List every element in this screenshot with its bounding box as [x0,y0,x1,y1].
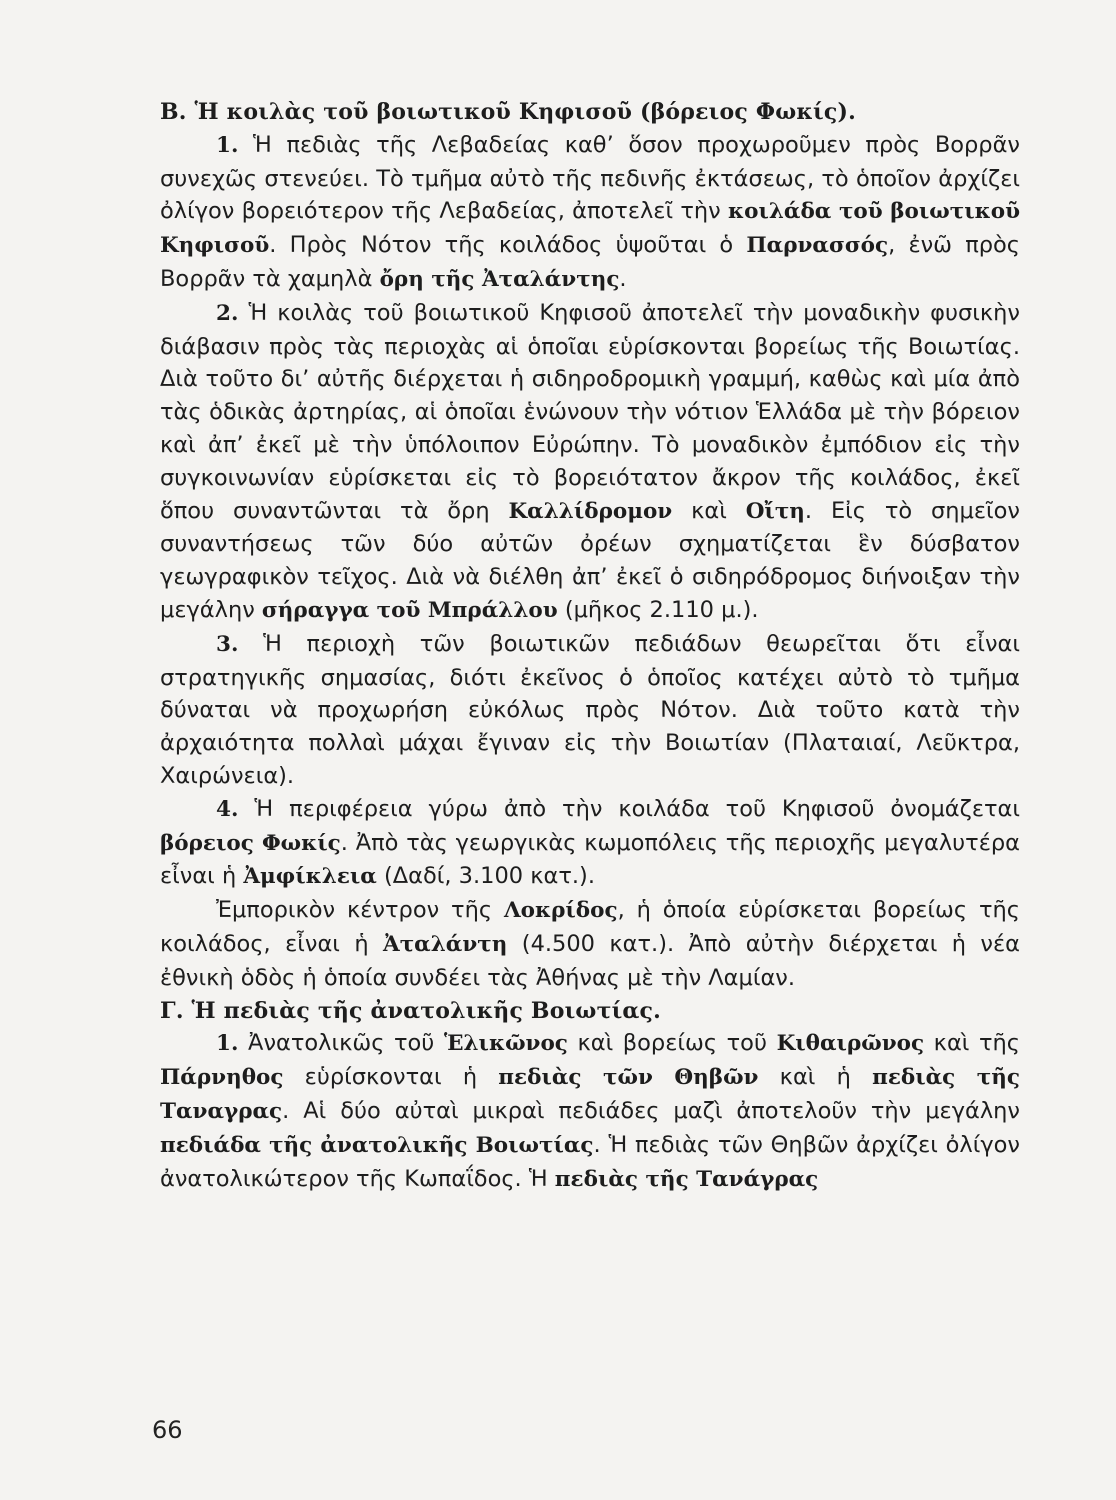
section-heading-c: Γ. Ἡ πεδιὰς τῆς ἀνατολικῆς Βοιωτίας. [160,997,662,1024]
bold-term: πεδιὰς τῶν Θηβῶν [498,1065,759,1091]
paragraph-number: 1. [216,1031,239,1057]
paragraph-number: 1. [216,132,239,158]
section-heading-b: Β. Ἡ κοιλὰς τοῦ βοιωτικοῦ Κηφισοῦ (βόρειος Φωκίς). [160,99,856,125]
paragraph-number: 3. [216,631,239,657]
bold-term: Οἴτη [745,498,805,524]
paragraph-b-3: 3. Ἡ περιοχὴ τῶν βοιωτικῶν πεδιάδων θεωρεῖται ὅτι εἶναι στρατηγικῆς σημασίας, διότι ἐκεῖνος ὁ ὁποῖος κατέχει αὐτὸ τὸ τμῆμα δύναται νὰ προχωρήση εὐκόλως πρὸς Νότον. Διὰ τοῦτο κατὰ τὴν ἀρχαιότητα πολλαὶ μάχαι ἔγιναν εἰς τὴν Βοιωτίαν (Πλαταιαί, Λεῦκτρα, Χαιρώνεια). [160,630,1020,789]
paragraph-b-4: 4. Ἡ περιφέρεια γύρω ἀπὸ τὴν κοιλάδα τοῦ Κηφισοῦ ὀνομάζεται βόρειος Φωκίς. Ἀπὸ τὰς γεωργικὰς κωμοπόλεις τῆς περιοχῆς μεγαλυτέρα εἶναι ἡ Ἀμφίκλεια (Δαδί, 3.100 κατ.). [160,795,1020,890]
bold-term: Παρνασσός [746,233,889,259]
bold-term: ὄρη τῆς Ἀταλάντης [379,266,620,292]
bold-term: Ἑλικῶνος [443,1031,568,1057]
bold-term: πεδιὰς τῆς Ταναγρας [160,1065,1020,1124]
bold-term: βόρειος Φωκίς [160,830,341,856]
bold-term: Κιθαιρῶνος [776,1031,925,1057]
bold-term: πεδιάδα τῆς ἀνατολικῆς Βοιωτίας [160,1132,594,1158]
bold-term: Ἀμφίκλεια [243,864,377,890]
bold-term: Πάρνηθος [160,1065,284,1091]
paragraph-b-1: 1. Ἡ πεδιὰς τῆς Λεβαδείας καθ’ ὅσον προχωροῦμεν πρὸς Βορρᾶν συνεχῶς στενεύει. Τὸ τμῆμα αὐτὸ τῆς πεδινῆς ἐκτάσεως, τὸ ὁποῖον ἀρχίζει ὀλίγον βορειότερον τῆς Λεβαδείας, ἀποτελεῖ τὴν κοιλάδα τοῦ βοιωτικοῦ Κηφισοῦ. Πρὸς Νότον τῆς κοιλάδος ὑψοῦται ὁ Παρνασσός, ἐνῶ πρὸς Βορρᾶν τὰ χαμηλὰ ὄρη τῆς Ἀταλάντης. [160,131,1021,292]
bold-term: Ἀταλάντη [383,931,508,957]
bold-term: Λοκρίδος [503,898,618,924]
bold-term: πεδιὰς τῆς Τανάγρας [554,1166,819,1192]
paragraph-number: 2. [216,300,239,326]
paragraph-number: 4. [216,796,239,822]
bold-term: σήραγγα τοῦ Μπράλλου [261,597,558,623]
paragraph-c-1: 1. Ἀνατολικῶς τοῦ Ἑλικῶνος καὶ βορείως τοῦ Κιθαιρῶνος καὶ τῆς Πάρνηθος εὑρίσκονται ἡ πεδιὰς τῶν Θηβῶν καὶ ἡ πεδιὰς τῆς Ταναγρας. Αἱ δύο αὐταὶ μικραὶ πεδιάδες μαζὶ ἀποτελοῦν τὴν μεγάλην πεδιάδα τῆς ἀνατολικῆς Βοιωτίας. Ἡ πεδιὰς τῶν Θηβῶν ἀρχίζει ὀλίγον ἀνατολικώτερον τῆς Κωπαΐδος. Ἡ πεδιὰς τῆς Τανάγρας [160,1030,1020,1192]
paragraph-b-2: 2. Ἡ κοιλὰς τοῦ βοιωτικοῦ Κηφισοῦ ἀποτελεῖ τὴν μοναδικὴν φυσικὴν διάβασιν πρὸς τὰς περιοχὰς αἱ ὁποῖαι εὑρίσκονται βορείως τῆς Βοιωτίας. Διὰ τοῦτο δι’ αὐτῆς διέρχεται ἡ σιδηροδρομικὴ γραμμή, καθὼς καὶ μία ἀπὸ τὰς ὁδικὰς ἀρτηρίας, αἱ ὁποῖαι ἑνώνουν τὴν νότιον Ἑλλάδα μὲ τὴν βόρειον καὶ ἀπ’ ἐκεῖ μὲ τὴν ὑπόλοιπον Εὐρώπην. Τὸ μοναδικὸν ἐμπόδιον εἰς τὴν συγκοινωνίαν εὑρίσκεται εἰς τὸ βορειότατον ἄκρον τῆς κοιλάδος, ἐκεῖ ὅπου συναντῶνται τὰ ὄρη Καλλίδρομον καὶ Οἴτη. Εἰς τὸ σημεῖον συναντήσεως τῶν δύο αὐτῶν ὀρέων σχηματίζεται ἓν δύσβατον γεωγραφικὸν τεῖχος. Διὰ νὰ διέλθη ἀπ’ ἐκεῖ ὁ σιδηρόδρομος διήνοιξαν τὴν μεγάλην σήραγγα τοῦ Μπράλλου (μῆκος 2.110 μ.). [160,299,1020,623]
bold-term: κοιλάδα τοῦ βοιωτικοῦ Κηφισοῦ [160,199,1020,259]
page-number: 66 [152,1416,183,1444]
page-text [160,96,1020,1196]
bold-term: Καλλίδρομον [508,498,673,524]
paragraph-b-5: Ἐμπορικὸν κέντρον τῆς Λοκρίδος, ἡ ὁποία εὑρίσκεται βορείως τῆς κοιλάδος, εἶναι ἡ Ἀταλάντη (4.500 κατ.). Ἀπὸ αὐτὴν διέρχεται ἡ νέα ἐθνικὴ ὁδὸς ἡ ὁποία συνδέει τὰς Ἀθήνας μὲ τὴν Λαμίαν. [160,897,1020,991]
